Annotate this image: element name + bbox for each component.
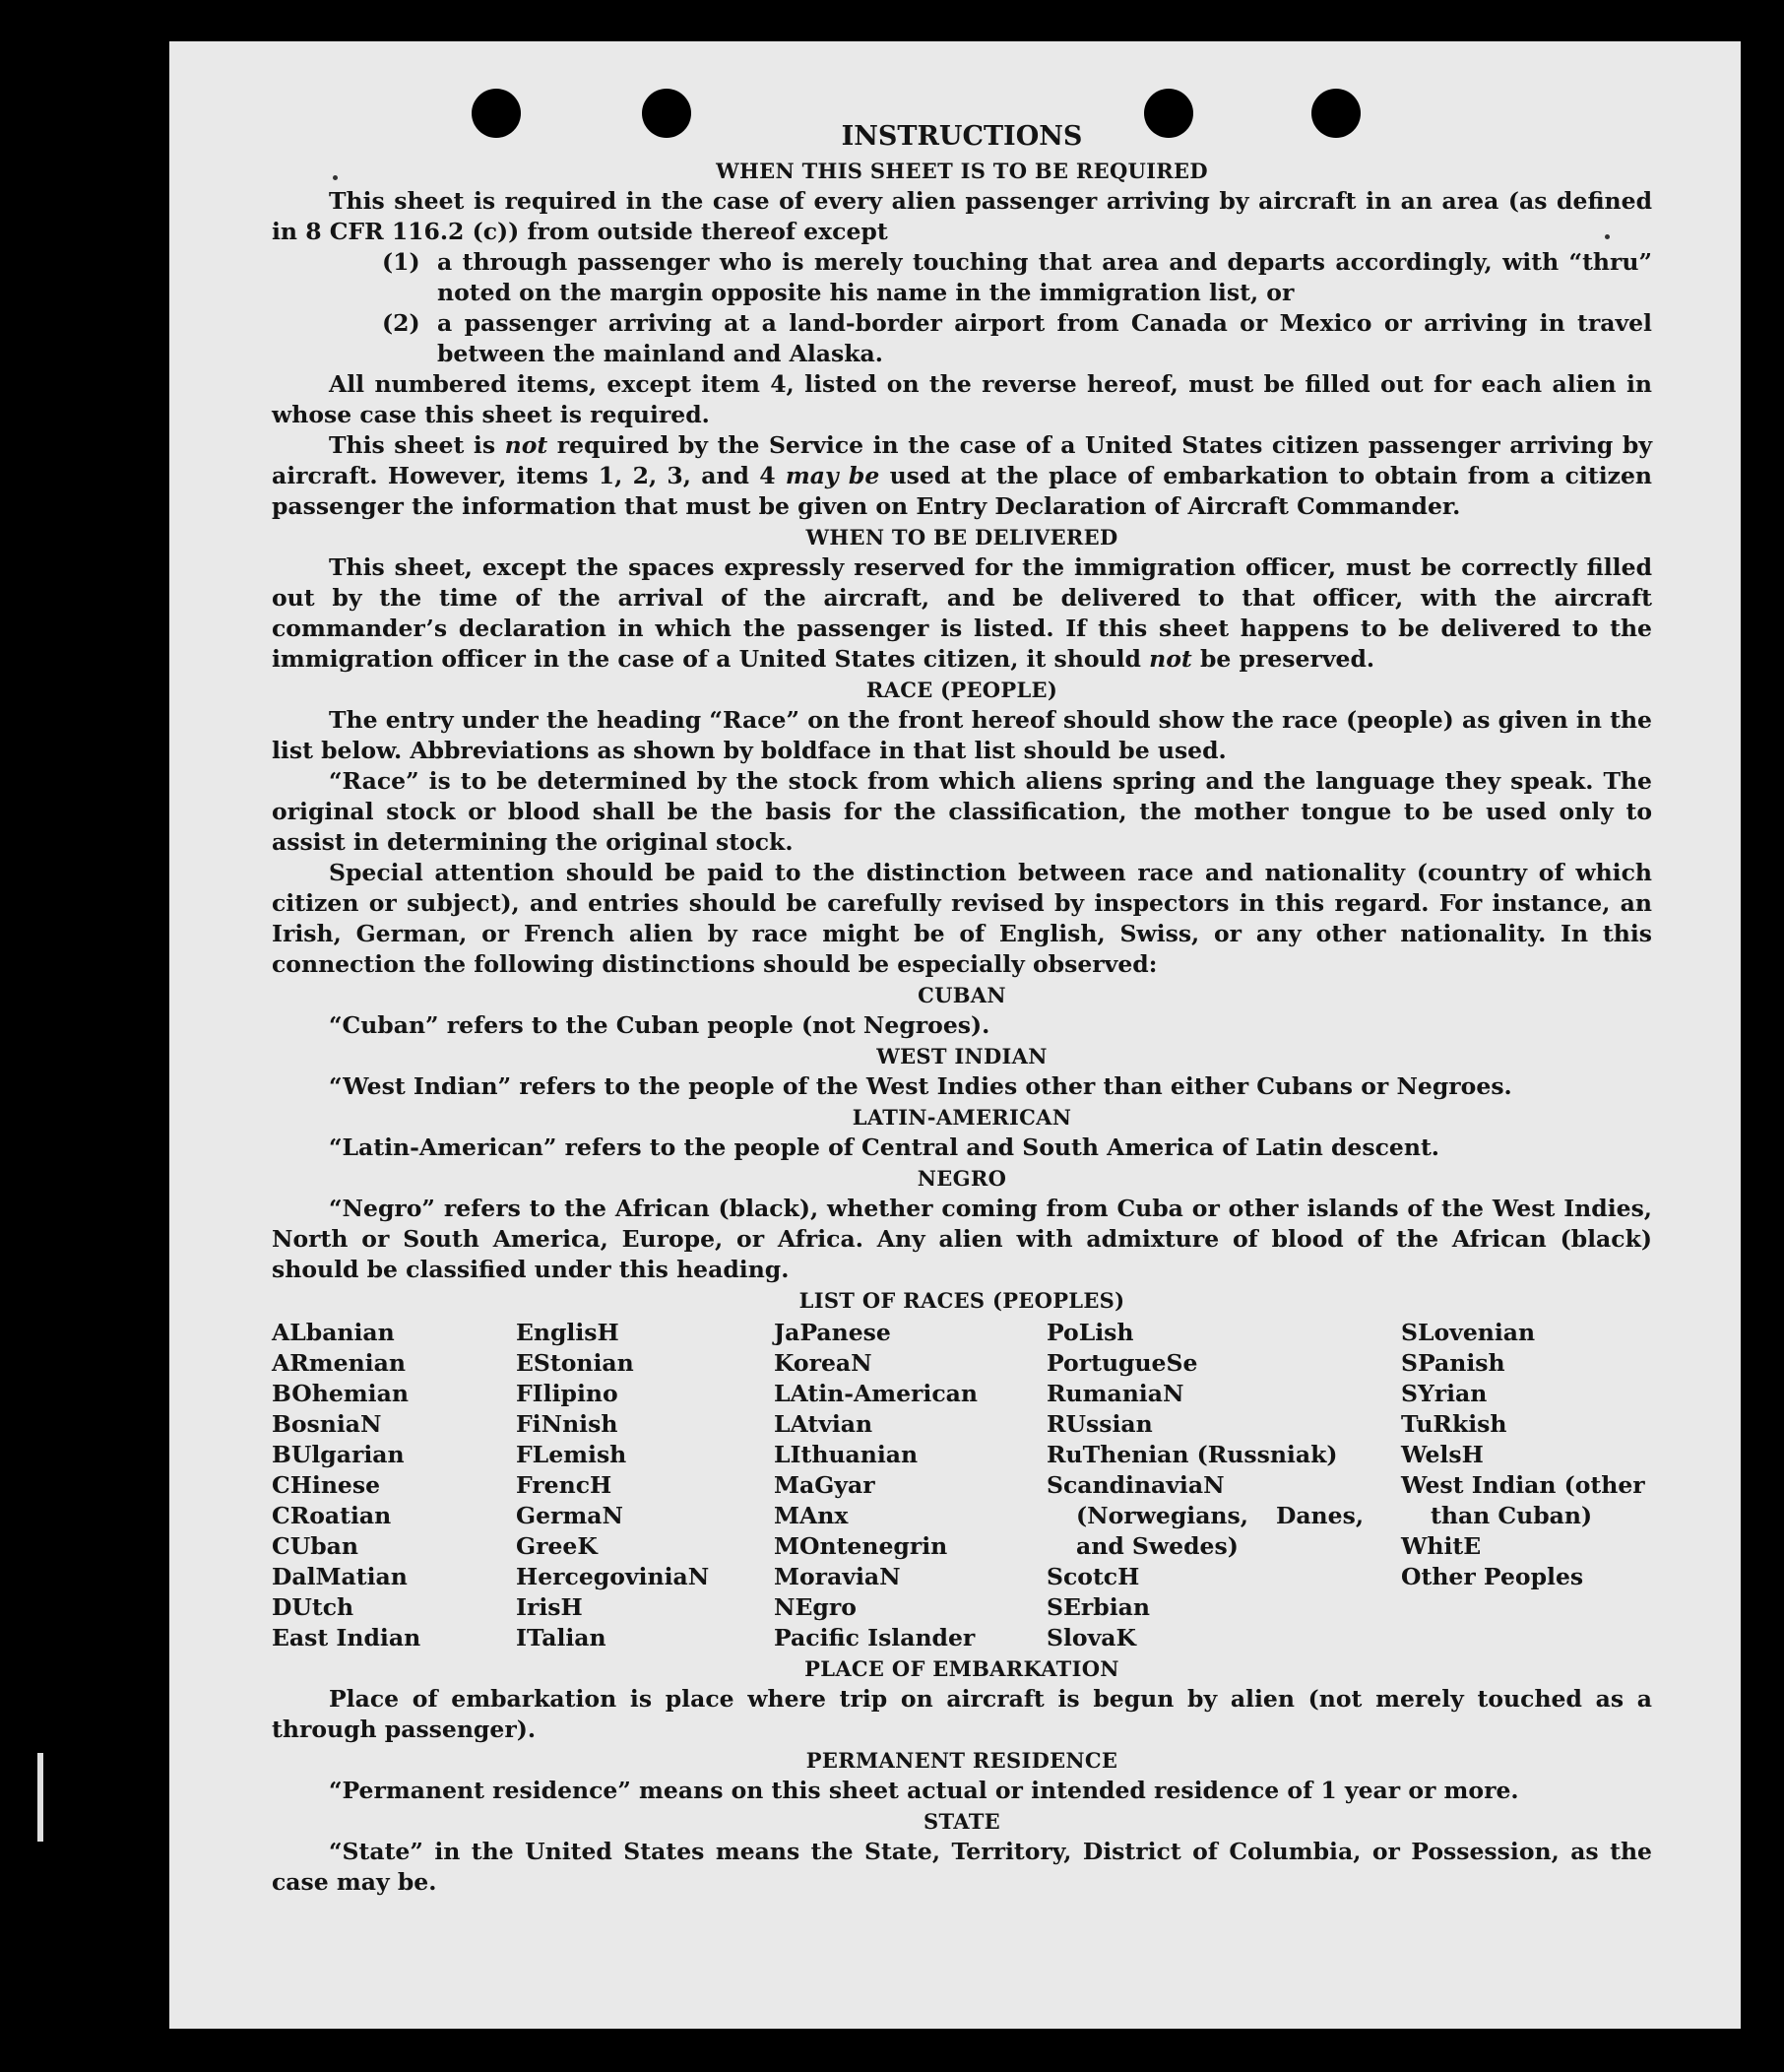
race-item: BosniaN xyxy=(272,1410,382,1438)
race-item: FiNnish xyxy=(516,1410,618,1438)
race-item: PoLish xyxy=(1047,1319,1134,1346)
state-definition: “State” in the United States means the State, Territory, District of Columbia, or Possession, as the case may be. xyxy=(272,1838,1652,1896)
race-item: FLemish xyxy=(516,1441,627,1468)
race-item: LAtin-American xyxy=(774,1380,978,1407)
race-item: FIlipino xyxy=(516,1380,618,1407)
race-item: MaGyar xyxy=(774,1471,875,1499)
document-sheet xyxy=(169,41,1741,2029)
race-column xyxy=(774,1318,1047,1653)
negro-definition: “Negro” refers to the African (black), whether coming from Cuba or other islands of the West Indies, North or South America, Europe, or Africa. Any alien with admixture of blood of the African (black) should be classified under this heading. xyxy=(272,1195,1652,1283)
race-item: BOhemian xyxy=(272,1380,409,1407)
race-item: ScandinaviaN (Norwegians, Danes, and Swedes) xyxy=(1047,1471,1364,1560)
race-item: CHinese xyxy=(272,1471,381,1499)
race-item: SLovenian xyxy=(1401,1319,1536,1346)
heading-negro: NEGRO xyxy=(917,1166,1007,1191)
race-item: CRoatian xyxy=(272,1502,392,1529)
exception-text: a through passenger who is merely touching that area and departs accordingly, with “thru” noted on the margin opposite his name in the immigration list, or xyxy=(437,248,1652,306)
race-item: WelsH xyxy=(1401,1441,1484,1468)
race-item: BUlgarian xyxy=(272,1441,405,1468)
race-column xyxy=(1401,1318,1652,1653)
embarkation-definition: Place of embarkation is place where trip on aircraft is begun by alien (not merely touched as a through passenger). xyxy=(272,1685,1652,1743)
citizen-paragraph: This sheet is not required by the Service in the case of a United States citizen passenger arriving by aircraft. However, items 1, 2, 3, and 4 may be used at the place of embarkation to obtain from a citizen passenger the information that must be given on Entry Declaration of Aircraft Commander. xyxy=(272,431,1653,520)
race-item: FrencH xyxy=(516,1471,612,1499)
cuban-definition: “Cuban” refers to the Cuban people (not Negroes). xyxy=(329,1011,990,1039)
heading-when-required: WHEN THIS SHEET IS TO BE REQUIRED xyxy=(716,159,1208,183)
latin-american-definition: “Latin-American” refers to the people of Central and South America of Latin descent. xyxy=(329,1133,1439,1161)
race-item: MAnx xyxy=(774,1502,849,1529)
race-item: LIthuanian xyxy=(774,1441,919,1468)
heading-cuban: CUBAN xyxy=(918,983,1006,1007)
heading-latin-american: LATIN-AMERICAN xyxy=(852,1105,1072,1130)
race-column xyxy=(1047,1318,1401,1653)
race-item: NEgro xyxy=(774,1593,857,1621)
race-item: DalMatian xyxy=(272,1563,408,1590)
race-item: EStonian xyxy=(516,1349,634,1377)
race-item: WhitE xyxy=(1401,1532,1482,1560)
heading-permanent-residence: PERMANENT RESIDENCE xyxy=(805,1748,1118,1773)
race-list xyxy=(272,1318,1652,1653)
race-item: ARmenian xyxy=(272,1349,406,1377)
race-item: RumaniaN xyxy=(1047,1380,1184,1407)
race-item: GermaN xyxy=(516,1502,623,1529)
exception-item xyxy=(272,247,1652,308)
residence-definition: “Permanent residence” means on this sheet actual or intended residence of 1 year or more. xyxy=(329,1777,1519,1804)
race-item: Pacific Islander xyxy=(774,1624,976,1651)
heading-west-indian: WEST INDIAN xyxy=(876,1044,1048,1068)
race-item: ScotcH xyxy=(1047,1563,1140,1590)
race-item: MoraviaN xyxy=(774,1563,901,1590)
race-item: PortugueSe xyxy=(1047,1349,1198,1377)
race-item: RuThenian (Russniak) xyxy=(1047,1441,1338,1468)
race-item: West Indian (other than Cuban) xyxy=(1401,1471,1645,1529)
exception-number: (1) xyxy=(382,248,420,276)
exception-item xyxy=(272,308,1652,369)
race-item: ITalian xyxy=(516,1624,606,1651)
required-intro: This sheet is required in the case of every alien passenger arriving by aircraft in an area (as defined in 8 CFR 116.2 (c)) from outside thereof except xyxy=(272,187,1652,245)
exception-number: (2) xyxy=(382,309,420,337)
race-column xyxy=(516,1318,774,1653)
heading-state: STATE xyxy=(924,1809,1000,1834)
race-item: DUtch xyxy=(272,1593,354,1621)
race-item: SlovaK xyxy=(1047,1624,1136,1651)
race-item: SYrian xyxy=(1401,1380,1488,1407)
race-paragraph: “Race” is to be determined by the stock from which aliens spring and the language they speak. The original stock or blood shall be the basis for the classification, the mother tongue to be used only to assist in determining the original stock. xyxy=(272,767,1652,856)
race-item: KoreaN xyxy=(774,1349,872,1377)
numbered-items-paragraph: All numbered items, except item 4, listed on the reverse hereof, must be filled out for each alien in whose case this sheet is required. xyxy=(272,370,1652,428)
race-item: MOntenegrin xyxy=(774,1532,948,1560)
race-item: GreeK xyxy=(516,1532,598,1560)
race-item: IrisH xyxy=(516,1593,583,1621)
page-title: INSTRUCTIONS xyxy=(841,121,1083,152)
heading-when-delivered: WHEN TO BE DELIVERED xyxy=(805,525,1118,550)
edge-scrap xyxy=(37,1753,43,1842)
race-item: SErbian xyxy=(1047,1593,1150,1621)
race-item: CUban xyxy=(272,1532,358,1560)
west-indian-definition: “West Indian” refers to the people of the West Indies other than either Cubans or Negroes. xyxy=(329,1072,1512,1100)
race-item: EnglisH xyxy=(516,1319,619,1346)
race-item: TuRkish xyxy=(1401,1410,1507,1438)
race-paragraph: Special attention should be paid to the distinction between race and nationality (country of which citizen or subject), and entries should be carefully revised by inspectors in this regard. For instance, an Irish, German, or French alien by race might be of English, Swiss, or any other nationality. In this connection the following distinctions should be especially observed: xyxy=(272,859,1652,978)
instructions-content xyxy=(272,118,1652,1898)
delivered-paragraph: This sheet, except the spaces expressly reserved for the immigration officer, must be correctly filled out by the time of the arrival of the aircraft, and be delivered to that officer, with the aircraft commander’s declaration in which the passenger is listed. If this sheet happens to be delivered to the immigration officer in the case of a United States citizen, it should not be preserved. xyxy=(272,553,1652,673)
heading-list-of-races: LIST OF RACES (PEOPLES) xyxy=(798,1288,1125,1313)
race-column xyxy=(272,1318,516,1653)
race-item: Other Peoples xyxy=(1401,1563,1584,1590)
race-item: HercegoviniaN xyxy=(516,1563,710,1590)
race-item: East Indian xyxy=(272,1624,421,1651)
race-item: SPanish xyxy=(1401,1349,1505,1377)
race-item: ALbanian xyxy=(272,1319,395,1346)
race-item: LAtvian xyxy=(774,1410,873,1438)
exception-text: a passenger arriving at a land-border airport from Canada or Mexico or arriving in travel between the mainland and Alaska. xyxy=(437,309,1652,367)
race-item: RUssian xyxy=(1047,1410,1153,1438)
heading-race: RACE (PEOPLE) xyxy=(865,678,1058,702)
race-paragraph: The entry under the heading “Race” on the front hereof should show the race (people) as given in the list below. Abbreviations as shown by boldface in that list should be used. xyxy=(272,706,1652,764)
race-item: JaPanese xyxy=(774,1319,891,1346)
heading-embarkation: PLACE OF EMBARKATION xyxy=(804,1656,1119,1681)
